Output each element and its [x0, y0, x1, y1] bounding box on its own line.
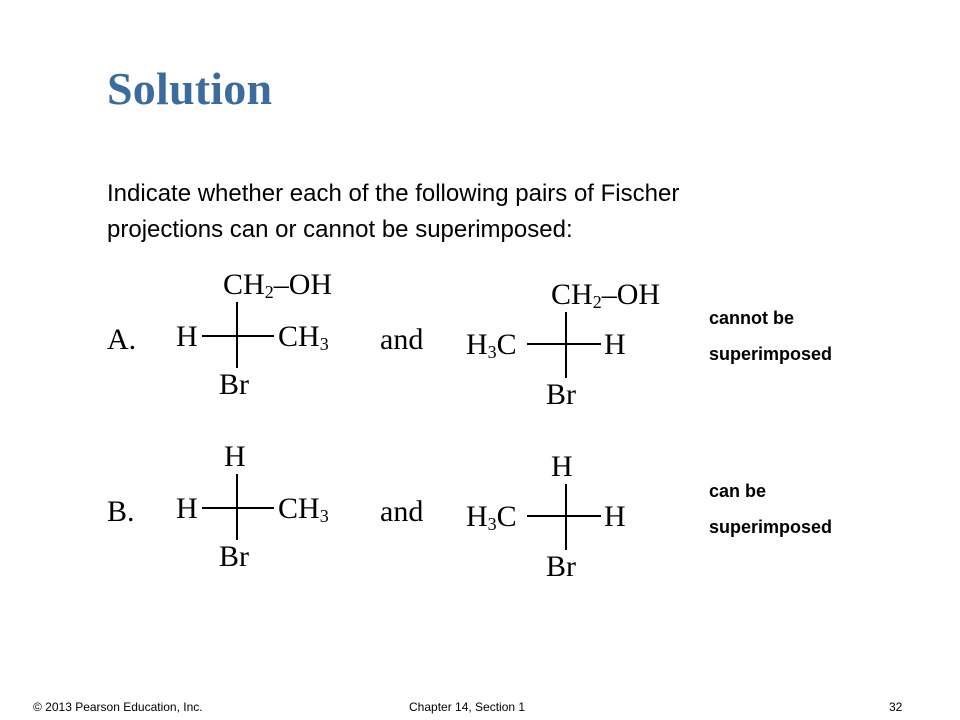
pair-b-left-left-group: H: [176, 492, 198, 525]
pair-b-right-horizontal-bond: [527, 515, 601, 517]
pair-a-left-horizontal-bond: [202, 335, 274, 337]
pair-a-result-line-2: superimposed: [709, 344, 833, 364]
pair-b-left-horizontal-bond: [202, 507, 274, 509]
footer-chapter: Chapter 14, Section 1: [409, 700, 526, 714]
pair-b-right-top-group: H: [551, 450, 573, 483]
pair-b-result-line-1: can be: [709, 481, 767, 501]
pair-b-result-line-2: superimposed: [709, 517, 833, 537]
pair-b-label: B.: [107, 495, 135, 528]
pair-a-connector: and: [380, 323, 424, 356]
pair-b-left-right-group: $CH_3$: [278, 492, 329, 526]
pair-a-label: A.: [107, 323, 137, 356]
footer-page-number: 32: [889, 700, 903, 714]
pair-a-left-right-group: $CH_3$: [278, 320, 329, 354]
footer-copyright: © 2013 Pearson Education, Inc.: [33, 700, 203, 714]
pair-b-right-bottom-group: Br: [546, 550, 576, 583]
pair-a-left-bottom-group: Br: [219, 368, 249, 401]
slide-title: Solution: [107, 63, 273, 114]
intro-text: [107, 176, 897, 248]
pair-b-result: [709, 473, 832, 545]
pair-a-left-left-group: H: [176, 320, 198, 353]
pair-a-right-horizontal-bond: [527, 343, 601, 345]
pair-b-left-bottom-group: Br: [219, 540, 249, 573]
pair-b-right-right-group: H: [604, 500, 626, 533]
pair-a-right-left-group: $H_3C$: [466, 328, 517, 362]
pair-a-left-top-group: $CH_2-OH$: [223, 268, 333, 302]
intro-line-2: projections can or cannot be superimposed:: [107, 216, 573, 243]
pair-b-right-vertical-bond: [565, 484, 567, 550]
pair-a-right-right-group: H: [604, 328, 626, 361]
intro-line-1: Indicate whether each of the following pairs of Fischer: [107, 180, 680, 207]
pair-a-right-bottom-group: Br: [546, 378, 576, 411]
pair-a-right-top-group: $CH_2-OH$: [551, 278, 661, 312]
pair-b-left-top-group: H: [224, 440, 246, 473]
pair-b-right-left-group: $H_3C$: [466, 500, 517, 534]
pair-a-result-line-1: cannot be: [709, 308, 795, 328]
pair-b-connector: and: [380, 495, 424, 528]
pair-a-result: [709, 300, 832, 372]
pair-a-right-vertical-bond: [565, 312, 567, 378]
